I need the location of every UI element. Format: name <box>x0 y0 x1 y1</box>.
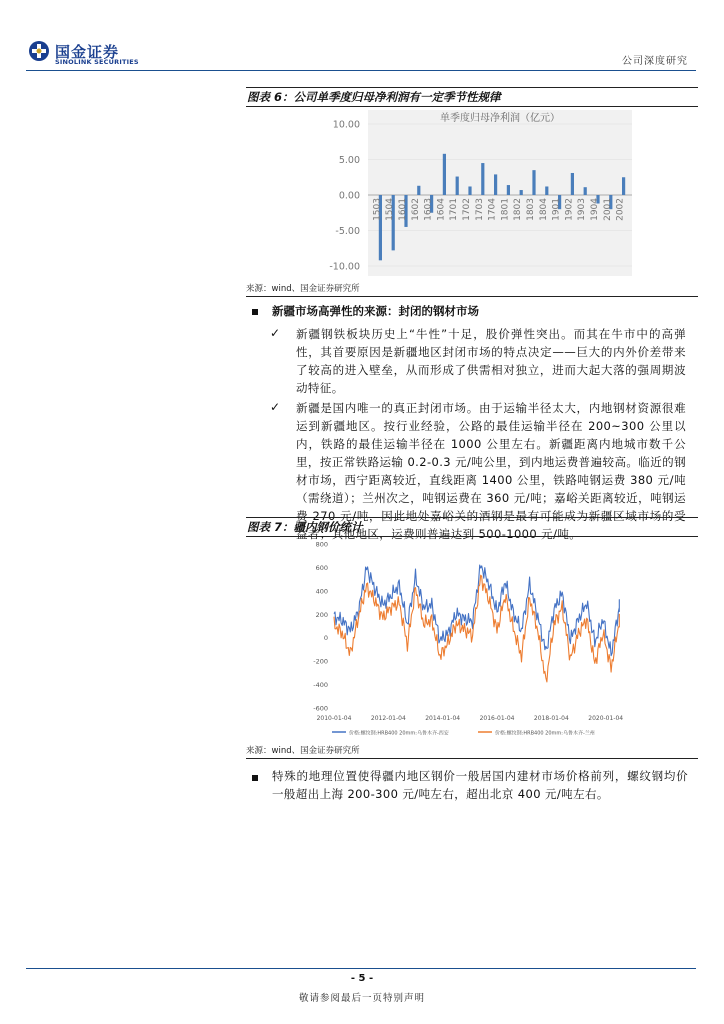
logo-text-cn: 国金证券 <box>55 43 120 61</box>
chart-title: 单季度归母净利润（亿元） <box>440 113 560 124</box>
y-tick-label: 0 <box>323 634 328 643</box>
section1-heading: 新疆市场高弹性的来源：封闭的钢材市场 <box>272 304 479 318</box>
series-line <box>334 565 619 656</box>
x-tick-label: 1601 <box>398 198 408 221</box>
x-tick-label: 1801 <box>500 198 511 221</box>
footer-rule <box>26 968 696 969</box>
bar <box>494 174 497 195</box>
figure7-source: 来源：wind、国金证券研究所 <box>246 744 698 759</box>
x-tick-label: 1702 <box>462 198 472 221</box>
bar <box>520 190 523 195</box>
bar <box>468 186 471 195</box>
x-tick-label: 1803 <box>526 198 536 221</box>
x-tick-label: 2001 <box>602 198 613 221</box>
bullet-square <box>252 775 258 781</box>
x-tick-label: 1902 <box>564 198 575 221</box>
bar <box>532 170 535 195</box>
bar <box>507 185 510 195</box>
figure6-title <box>246 87 698 107</box>
section2-para: 特殊的地理位置使得疆内地区钢价一般居国内建材市场价格前列，螺纹钢均价一般超出上海 200-300 元/吨左右，超出北京 400 元/吨左右。 <box>272 769 688 801</box>
x-tick-label: 2014-01-04 <box>425 715 461 722</box>
bar <box>456 177 459 195</box>
x-tick-label: 2016-01-04 <box>479 715 515 722</box>
legend-label: 价格:螺纹钢:HRB400 20mm:乌鲁木齐-西安 <box>349 730 449 737</box>
x-tick-label: 1901 <box>551 198 562 221</box>
x-tick-label: 1701 <box>449 198 460 221</box>
figure7-title <box>246 517 698 537</box>
footer-disclaimer: 敬请参阅最后一页特别声明 <box>298 993 425 1004</box>
section1-para1: 新疆钢铁板块历史上“牛性”十足，股价弹性突出。而其在牛市中的高弹性，其首要原因是新疆地区封闭市场的特点决定——巨大的内外价差带来了较高的进入壁垒，从而形成了供需相对独立，进而大起大落的强周期波动特征。 <box>296 327 686 395</box>
check-icon: ✓ <box>270 400 281 414</box>
x-tick-label: 2020-01-04 <box>588 715 624 722</box>
x-tick-label: 1504 <box>385 198 396 221</box>
x-tick-label: 1603 <box>423 198 434 221</box>
bar <box>443 154 446 195</box>
figure6-bar-chart <box>318 108 636 278</box>
y-tick-label: -200 <box>313 657 328 666</box>
bar <box>622 177 625 195</box>
x-tick-label: 1804 <box>538 198 549 221</box>
x-tick-label: 2002 <box>615 198 626 221</box>
x-tick-label: 1904 <box>590 198 600 221</box>
x-tick-label: 1604 <box>436 198 447 221</box>
bar <box>481 163 484 195</box>
figure6-source: 来源：wind、国金证券研究所 <box>246 282 698 297</box>
logo-text-en: SINOLINK SECURITIES <box>55 58 139 66</box>
x-tick-label: 2018-01-04 <box>533 715 569 722</box>
figure6-label: 图表 6：公司单季度归母净利润有一定季节性规律 <box>247 90 501 104</box>
page-number: - 5 - <box>350 973 374 984</box>
y-tick-label: 200 <box>315 610 328 619</box>
y-tick-label: -10.00 <box>329 261 360 273</box>
y-tick-label: 800 <box>315 540 328 549</box>
y-tick-label: 600 <box>315 563 328 572</box>
x-tick-label: 1802 <box>513 198 524 221</box>
figure7-line-chart <box>300 538 630 738</box>
y-tick-label: -400 <box>313 681 328 690</box>
section1-para2: 新疆是国内唯一的真正封闭市场。由于运输半径太大，内地钢材资源很难运到新疆地区。按行业经验，公路的最佳运输半径在 200~300 公里以内，铁路的最佳运输半径在 1000 公里左右。新疆距离内地城市数千公里，按正常铁路运输 0.2-0.3 元/吨公里，到内地运费普遍较高。临近的钢材市场，西宁距离较近，直线距离 1400 公里，铁路吨钢运费 380 元/吨（需绕道）；兰州次之，吨钢运费在 360 元/吨；嘉峪关距离较近，吨钢运费 270 元/吨，因此地处嘉峪关的酒钢是最有可能成为新疆区域市场的受益者；其他地区，运费则普遍达到 500-1000 元/吨。 <box>296 401 686 541</box>
bar <box>584 187 587 195</box>
header-rule <box>26 70 696 71</box>
logo-icon <box>28 40 50 62</box>
y-tick-label: 0.00 <box>338 190 360 202</box>
x-tick-label: 2012-01-04 <box>370 715 406 722</box>
x-tick-label: 1602 <box>410 198 421 221</box>
figure7-label: 图表 7：疆内钢价统计 <box>247 520 363 534</box>
x-tick-label: 1903 <box>577 198 588 221</box>
y-tick-label: -600 <box>313 704 328 713</box>
bar <box>417 186 420 195</box>
bullet-square <box>252 309 258 315</box>
y-tick-label: 10.00 <box>332 119 360 131</box>
bar <box>571 173 574 195</box>
bar <box>545 186 548 195</box>
x-tick-label: 2010-01-04 <box>316 715 352 722</box>
x-tick-label: 1503 <box>372 198 383 221</box>
legend-label: 价格:螺纹钢:HRB400 20mm:乌鲁木齐-兰州 <box>495 730 595 737</box>
report-type: 公司深度研究 <box>622 56 688 67</box>
x-tick-label: 1704 <box>487 198 498 221</box>
y-tick-label: 5.00 <box>338 155 360 166</box>
y-tick-label: -5.00 <box>335 226 360 237</box>
plot-area <box>368 110 632 276</box>
check-icon: ✓ <box>270 326 281 340</box>
y-tick-label: 400 <box>315 587 328 596</box>
x-tick-label: 1703 <box>474 198 485 221</box>
